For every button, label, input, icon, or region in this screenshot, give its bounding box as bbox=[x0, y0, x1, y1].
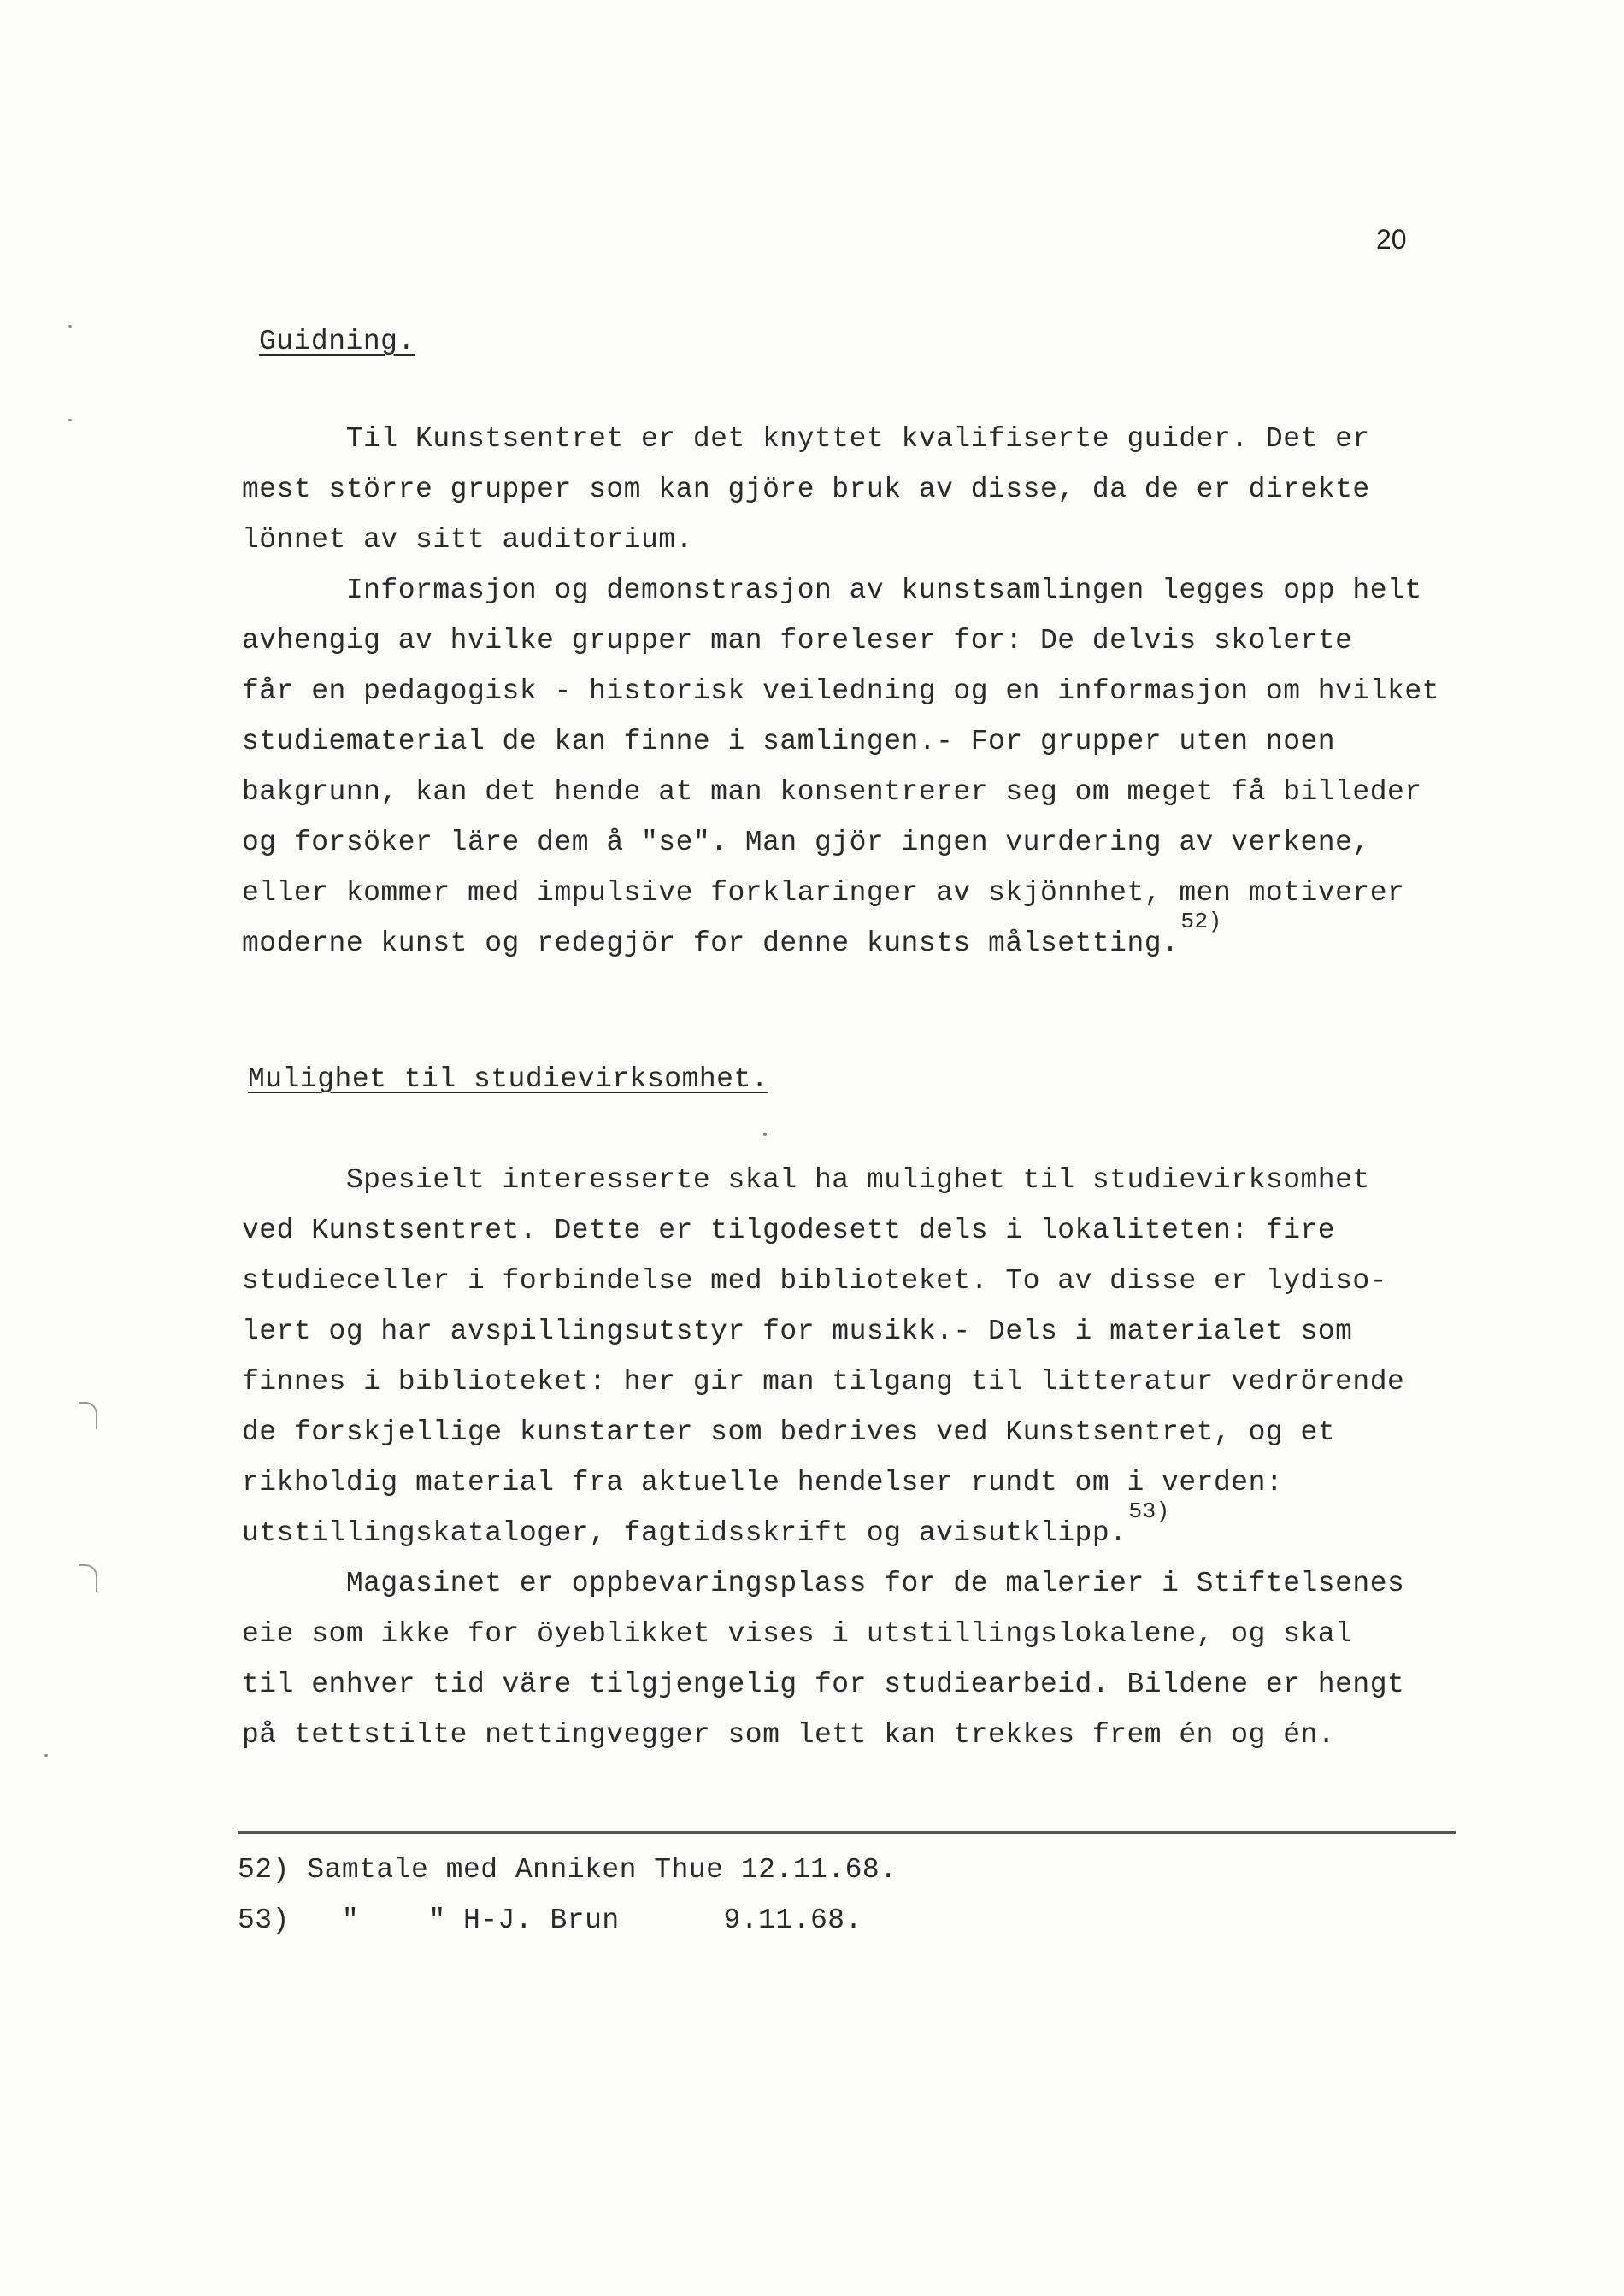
text-line: studieceller i forbindelse med biblioteket. To av disse er lydiso- bbox=[242, 1265, 1388, 1297]
text-line: og forsöker läre dem å "se". Man gjör ingen vurdering av verkene, bbox=[242, 827, 1370, 858]
text-line: Informasjon og demonstrasjon av kunstsamlingen legges opp helt bbox=[242, 574, 1422, 606]
page-number: 20 bbox=[1376, 224, 1407, 255]
text-line: lert og har avspillingsutstyr for musikk.- Dels i materialet som bbox=[242, 1316, 1353, 1347]
footnote: 53) " " H-J. Brun 9.11.68. bbox=[238, 1905, 862, 1936]
text-line: Magasinet er oppbevaringsplass for de malerier i Stiftelsenes bbox=[242, 1568, 1405, 1599]
text-line: til enhver tid väre tilgjengelig for studiearbeid. Bildene er hengt bbox=[242, 1669, 1405, 1700]
margin-mark bbox=[79, 1402, 97, 1429]
text-line: bakgrunn, kan det hende at man konsentrerer seg om meget få billeder bbox=[242, 776, 1422, 808]
text-line: på tettstilte nettingvegger som lett kan trekkes frem én og én. bbox=[242, 1719, 1336, 1751]
footnote-ref: 52) bbox=[1180, 909, 1222, 934]
text-line-content: moderne kunst og redegjör for denne kunsts målsetting. bbox=[242, 927, 1180, 959]
text-line: Til Kunstsentret er det knyttet kvalifiserte guider. Det er bbox=[242, 423, 1370, 455]
text-line bbox=[242, 909, 1222, 961]
text-line: mest större grupper som kan gjöre bruk av disse, da de er direkte bbox=[242, 474, 1370, 505]
scan-speck bbox=[68, 325, 72, 328]
text-line: lönnet av sitt auditorium. bbox=[242, 524, 693, 556]
footnote-separator bbox=[238, 1831, 1456, 1834]
text-line: finnes i biblioteket: her gir man tilgang til litteratur vedrörende bbox=[242, 1366, 1405, 1398]
text-line: rikholdig material fra aktuelle hendelser rundt om i verden: bbox=[242, 1467, 1284, 1498]
footnote: 52) Samtale med Anniken Thue 12.11.68. bbox=[238, 1854, 897, 1886]
scan-speck bbox=[44, 1754, 48, 1757]
text-line: Spesielt interesserte skal ha mulighet til studievirksomhet bbox=[242, 1164, 1370, 1196]
text-line: eller kommer med impulsive forklaringer av skjönnhet, men motiverer bbox=[242, 877, 1405, 909]
section-heading-guidning: Guidning. bbox=[259, 326, 415, 357]
text-line: får en pedagogisk - historisk veiledning og en informasjon om hvilket bbox=[242, 675, 1439, 707]
text-line: avhengig av hvilke grupper man foreleser for: De delvis skolerte bbox=[242, 625, 1353, 656]
margin-mark bbox=[79, 1564, 97, 1592]
text-line: studiematerial de kan finne i samlingen.- For grupper uten noen bbox=[242, 726, 1336, 757]
text-line: eie som ikke for öyeblikket vises i utstillingslokalene, og skal bbox=[242, 1618, 1353, 1650]
scan-speck bbox=[763, 1133, 767, 1136]
text-line-content: utstillingskataloger, fagtidsskrift og avisutklipp. bbox=[242, 1517, 1127, 1549]
footnote-ref: 53) bbox=[1128, 1498, 1170, 1524]
section-heading-studievirksomhet: Mulighet til studievirksomhet. bbox=[248, 1063, 769, 1095]
text-line: ved Kunstsentret. Dette er tilgodesett dels i lokaliteten: fire bbox=[242, 1215, 1336, 1246]
text-line bbox=[242, 1498, 1170, 1551]
text-line: de forskjellige kunstarter som bedrives ved Kunstsentret, og et bbox=[242, 1416, 1336, 1448]
scan-speck bbox=[68, 419, 72, 421]
